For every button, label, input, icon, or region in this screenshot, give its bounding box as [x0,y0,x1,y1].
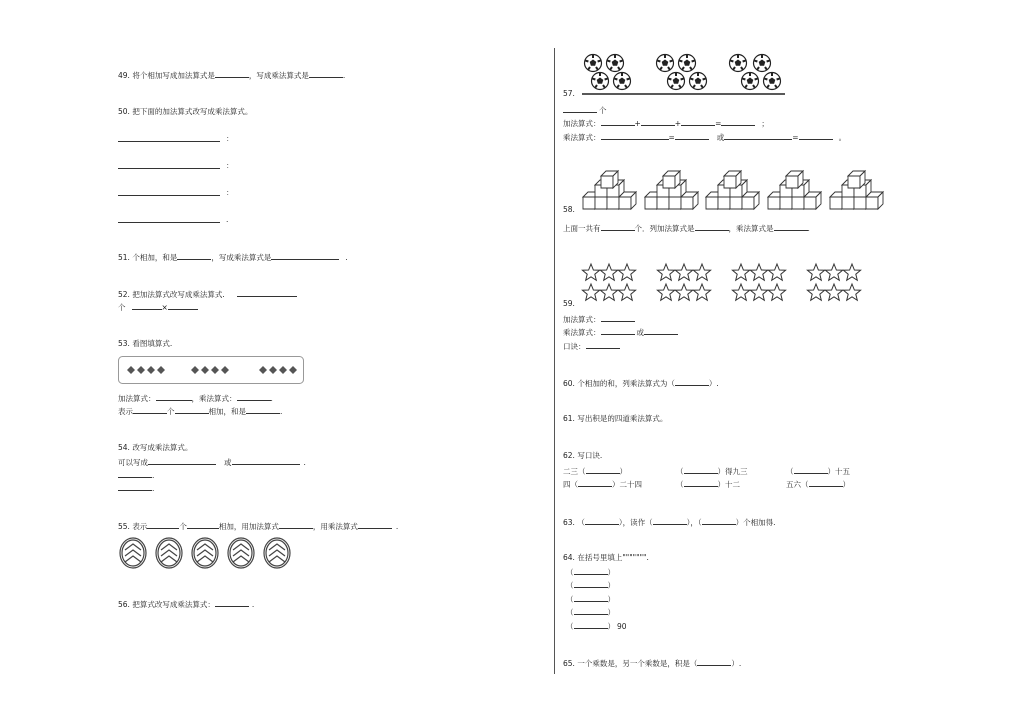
answer-blank[interactable] [133,405,167,414]
bracket: ） [607,595,615,604]
answer-blank[interactable] [684,465,718,474]
question-number: 57. [563,89,575,98]
question-text: 乘法算式： [563,133,601,142]
answer-blank[interactable] [574,566,608,575]
question-text: 乘法算式： [563,328,601,337]
chevron-oval-icon [228,538,254,568]
question-64 [563,553,649,563]
question-text: 将个相加写成加法算式是 [132,71,215,80]
question-63 [563,516,775,528]
soccer-ball-group-3 [730,55,781,90]
stars-figure [580,262,876,306]
soccer-ball-icon [754,55,771,72]
chevron-oval-icon [120,538,146,568]
question-number: 49. [118,71,130,80]
bracket: （ [566,608,574,617]
question-text: 表示 [118,407,133,416]
question-text: ，乘法算式： [191,394,237,403]
question-text: 加法算式： [563,315,601,324]
answer-blank[interactable] [118,222,220,223]
chevron-oval-icon [156,538,182,568]
punct: ： [226,161,234,170]
question-62 [563,451,602,461]
answer-blank[interactable] [601,313,635,322]
rhyme-text: ）十二 [717,480,740,489]
cube-stack-icon [706,171,759,209]
answer-blank[interactable] [585,516,619,525]
question-57-line1 [563,104,607,116]
punct: . [342,71,346,80]
bracket: （ [566,568,574,577]
question-59-line2 [563,326,678,338]
answer-blank[interactable] [574,579,608,588]
bracket-blank-row [566,579,615,591]
question-text: 写出积是的四道乘法算式。 [577,414,668,423]
bracket: ） [607,581,615,590]
cube-stack-icon [830,171,883,209]
equals-sign: = [715,119,722,128]
question-56 [118,598,254,610]
plus-sign: + [634,119,641,128]
answer-blank[interactable] [681,117,715,126]
question-53-line2 [118,392,273,404]
question-59-line1 [563,313,635,325]
question-text: 加法算式： [118,394,156,403]
question-61 [563,414,667,424]
answer-blank[interactable] [601,326,635,335]
answer-blank[interactable] [794,465,828,474]
question-text: 口诀： [563,342,586,351]
punct: . [226,215,229,224]
question-text: 个相加，和是 [132,253,178,262]
cube-stack-icon [768,171,821,209]
question-65 [563,657,741,669]
question-49 [118,69,345,81]
equals-sign: = [668,133,675,142]
answer-blank[interactable] [118,141,220,142]
rhyme-row-2c [786,478,850,490]
question-53-line3 [118,405,282,417]
bracket-blank-row [566,566,615,578]
punct: 。 [838,133,847,142]
column-divider [554,48,555,674]
answer-blank[interactable] [232,456,300,465]
question-55 [118,520,398,532]
plus-sign: + [674,119,682,128]
answer-blank[interactable] [601,131,669,140]
answer-blank[interactable] [574,606,608,615]
question-text: 或 [636,328,644,337]
answer-blank[interactable] [215,69,249,78]
punct: ； [761,119,769,128]
answer-blank[interactable] [309,69,346,80]
question-number: 52. [118,290,130,299]
question-53 [118,339,172,349]
question-text: 在括号里填上""""""". [577,553,649,562]
answer-blank[interactable] [177,251,211,260]
question-number: 65. [563,659,575,668]
answer-blank[interactable] [118,195,220,196]
answer-blank[interactable] [641,117,675,126]
question-text: 个 [167,407,175,416]
soccer-ball-icon [607,55,624,72]
question-text: 把算式改写成乘法算式： [132,600,215,609]
question-number: 61. [563,414,575,423]
question-57-line3 [563,131,846,143]
chevron-oval-icon [192,538,218,568]
punct: . [270,394,273,403]
question-number: 55. [118,522,130,531]
rhyme-text: ） [842,480,850,489]
answer-blank[interactable] [644,326,678,335]
star-group-icon [657,264,710,300]
bracket: （ [566,622,574,631]
rhyme-row-1b [676,465,748,477]
bracket-blank-row [566,606,615,618]
question-number: 60. [563,379,575,388]
soccer-ball-icon [742,73,759,90]
soccer-ball-icon [657,55,674,72]
rhyme-text: （ [676,467,684,476]
question-number: 62. [563,451,575,460]
punct: . [395,522,399,531]
question-text: 写口诀. [577,451,603,460]
question-text: 或 [224,458,232,467]
answer-blank[interactable] [118,482,155,493]
question-54-line3 [118,469,154,481]
question-57 [563,89,575,99]
rhyme-row-2b [676,478,740,490]
answer-blank[interactable] [175,405,209,414]
question-text: 个．列加法算式是 [634,224,695,233]
bracket: ） [607,608,615,617]
cube-stacks-figure [582,171,882,211]
rhyme-text: ） [619,467,627,476]
punct: . [280,407,283,416]
answer-blank[interactable] [147,520,179,529]
rhyme-text: 五六（ [786,480,809,489]
answer-blank[interactable] [721,117,755,126]
rhyme-text: ）得九三 [717,467,748,476]
punct: ）. [708,379,719,388]
answer-blank[interactable] [697,657,731,666]
star-group-icon [807,264,860,300]
answer-blank[interactable] [675,377,709,386]
answer-blank[interactable] [215,598,249,607]
punct: . [303,458,306,467]
question-text: 相加，用加法算式 [218,522,279,531]
punct: . [345,253,348,262]
answer-blank[interactable] [148,456,216,465]
answer-blank[interactable] [601,117,635,126]
soccer-ball-group-1 [585,55,631,90]
chevron-ovals-figure [118,536,294,570]
rhyme-text: （ [676,480,684,489]
bracket: （ [566,595,574,604]
question-text: 或 [716,133,725,142]
soccer-ball-icon [585,55,602,72]
soccer-ball-icon [730,55,747,72]
question-text: 改写成乘法算式。 [132,443,193,452]
question-59 [563,299,575,309]
bracket: ） [607,568,615,577]
question-text: 个相加的和，列乘法算式为（ [577,379,675,388]
soccer-ball-icon [614,73,631,90]
answer-blank[interactable] [774,222,808,231]
cube-stack-icon [645,171,698,209]
equals-sign: = [792,133,799,142]
question-59-line3 [563,340,620,352]
punct: . [807,224,810,233]
rhyme-row-1c [786,465,850,477]
answer-blank[interactable] [168,301,198,310]
bracket: （ [577,518,585,527]
question-number: 50. [118,107,130,116]
question-number: 56. [118,600,130,609]
question-number: 54. [118,443,130,452]
question-text: 一个乘数是，另一个乘数是，积是（ [577,659,698,668]
answer-blank[interactable] [237,288,297,297]
answer-blank[interactable] [156,392,192,401]
question-text: 可以写成 [118,458,148,467]
rhyme-text: 四（ [563,480,578,489]
answer-blank[interactable] [675,131,709,140]
answer-blank[interactable] [586,340,620,349]
question-text: ，写成乘法算式是 [248,71,309,80]
answer-blank[interactable] [574,620,608,629]
answer-blank[interactable] [237,392,271,401]
question-text: ，用乘法算式 [312,522,358,531]
answer-blank[interactable] [684,478,718,487]
question-text: ），读作（ [618,518,653,527]
question-number: 51. [118,253,130,262]
question-52 [118,288,297,300]
punct: . [152,484,155,493]
question-60 [563,377,719,389]
answer-blank[interactable] [563,104,597,113]
answer-blank[interactable] [586,465,620,474]
question-text: 个 [599,106,607,115]
answer-blank[interactable] [695,222,729,231]
rhyme-text: ）十五 [827,467,850,476]
soccer-ball-icon [592,73,609,90]
question-52-line2 [118,301,198,313]
answer-blank[interactable] [809,478,843,487]
question-text: 个 [118,303,126,312]
punct: . [251,600,255,609]
diamond-groups-figure [118,356,304,384]
question-number: 59. [563,299,575,308]
question-54-line4 [118,482,154,494]
answer-blank[interactable] [358,520,392,529]
soccer-balls-figure [582,52,787,98]
answer-blank[interactable] [187,520,219,529]
question-51 [118,251,348,263]
punct: . [152,471,155,480]
question-text: 个 [179,522,187,531]
bracket: ） [607,622,615,631]
question-text: 表示 [132,522,148,531]
question-58 [563,205,575,215]
chevron-oval-icon [264,538,290,568]
question-text: ），（ [686,518,702,527]
answer-blank[interactable] [574,593,608,602]
bracket-blank-row [566,593,615,605]
answer-blank[interactable] [601,222,635,231]
star-group-icon [732,264,785,300]
soccer-ball-icon [690,73,707,90]
number-text: 90 [617,622,627,631]
answer-blank[interactable] [653,516,687,525]
question-text: ，乘法算式是 [728,224,774,233]
question-54-line2 [118,456,306,468]
star-group-icon [582,264,635,300]
answer-blank[interactable] [132,301,162,310]
answer-blank[interactable] [118,469,155,480]
question-text: ）个相加得. [735,518,776,527]
question-text: 把下面的加法算式改写成乘法算式。 [132,107,253,116]
answer-blank[interactable] [246,405,283,416]
answer-blank[interactable] [724,131,792,140]
punct: ： [226,134,234,143]
rhyme-text: （ [786,467,794,476]
answer-blank[interactable] [279,520,313,529]
soccer-ball-icon [764,73,781,90]
cube-stack-icon [583,171,636,209]
question-54 [118,443,192,453]
soccer-ball-icon [679,55,696,72]
answer-blank[interactable] [578,478,612,487]
answer-blank[interactable] [118,168,220,169]
question-text: 把加法算式改写成乘法算式. [132,290,225,299]
question-58-line1 [563,222,810,234]
bracket-blank-row [566,620,627,632]
question-number: 63. [563,518,575,527]
question-text: 上面一共有 [563,224,601,233]
answer-blank[interactable] [702,516,736,525]
answer-blank[interactable] [799,131,833,140]
question-text: 看图填算式. [132,339,173,348]
rhyme-text: 二三（ [563,467,586,476]
punct: ）. [731,659,742,668]
question-text: ，写成乘法算式是 [211,253,272,262]
times-sign: × [161,303,168,312]
soccer-ball-icon [668,73,685,90]
rhyme-text: ）二十四 [612,480,642,489]
question-text: 相加，和是 [208,407,246,416]
answer-blank[interactable] [271,251,339,260]
question-number: 53. [118,339,130,348]
question-number: 58. [563,205,575,214]
soccer-ball-group-2 [657,55,707,90]
bracket: （ [566,581,574,590]
rhyme-row-1 [563,465,627,477]
punct: ： [226,188,234,197]
question-50 [118,107,252,117]
question-57-line2 [563,117,769,129]
question-text: 加法算式： [563,119,601,128]
question-number: 64. [563,553,575,562]
rhyme-row-2 [563,478,642,490]
